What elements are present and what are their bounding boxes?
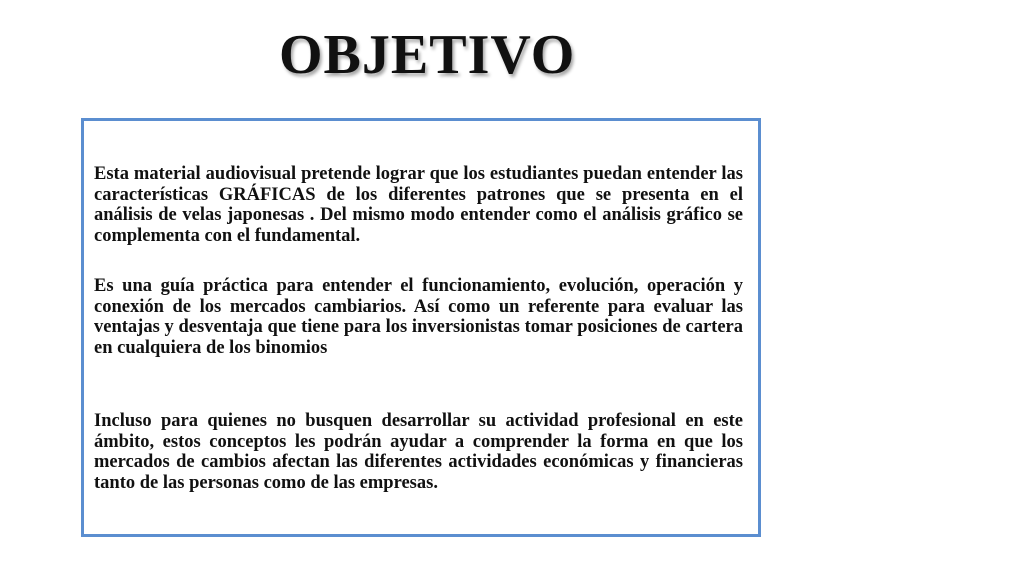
slide-title: OBJETIVO <box>279 24 576 86</box>
objective-text-box <box>81 118 761 537</box>
paragraph-general-audience: Incluso para quienes no busquen desarrollar su actividad profesional en este ámbito, estos conceptos les podrán ayudar a comprender la forma en que los mercados de cambios afectan las diferentes actividades económicas y financieras tanto de las personas como de las empresas. <box>94 411 743 493</box>
paragraph-purpose: Esta material audiovisual pretende lograr que los estudiantes puedan entender las características GRÁFICAS de los diferentes patrones que se presenta en el análisis de velas japonesas . Del mismo modo entender como el análisis gráfico se complementa con el fundamental. <box>94 164 743 246</box>
paragraph-practical-guide: Es una guía práctica para entender el funcionamiento, evolución, operación y conexión de los mercados cambiarios. Así como un referente para evaluar las ventajas y desventaja que tiene para los inversionistas tomar posiciones de cartera en cualquiera de los binomios <box>94 276 743 358</box>
